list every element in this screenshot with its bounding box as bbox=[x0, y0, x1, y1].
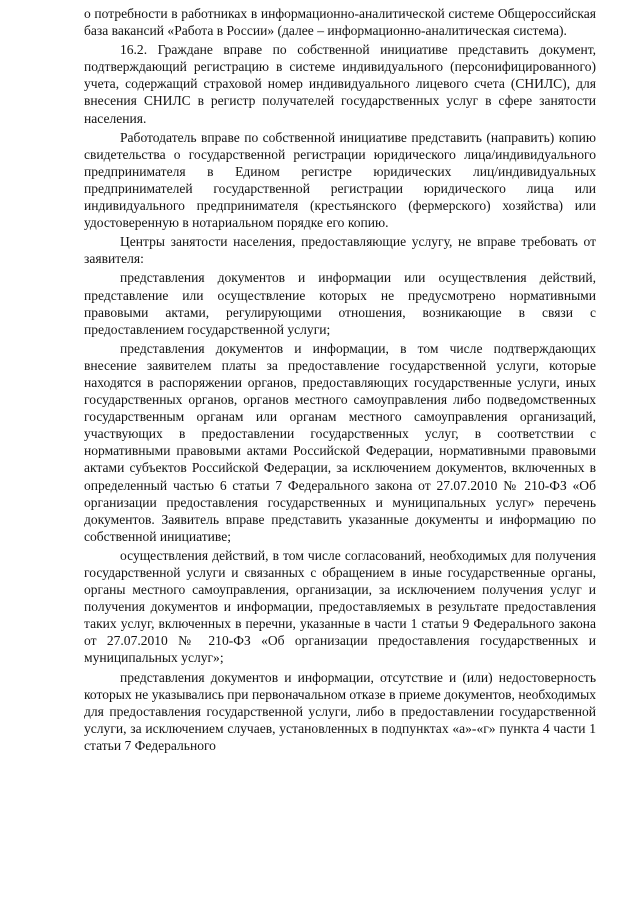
paragraph-4: Центры занятости населения, предоставляющие услугу, не вправе требовать от заявителя: bbox=[84, 234, 596, 267]
paragraph-2: 16.2. Граждане вправе по собственной инициативе представить документ, подтверждающий регистрацию в системе индивидуального (персонифицированного) учета, содержащий страховой номер индивидуального лицевого счета (СНИЛС), для внесения СНИЛС в регистр получателей государственных услуг в сфере занятости населения. bbox=[84, 42, 596, 126]
paragraph-3: Работодатель вправе по собственной инициативе представить (направить) копию свидетельства о государственной регистрации юридического лица/индивидуального предпринимателя в Едином регистре юридических лиц/индивидуальных предпринимателей государственной регистрации юридического лица или индивидуального предпринимателя (крестьянского (фермерского) хозяйства) или удостоверенную в нотариальном порядке его копию. bbox=[84, 129, 596, 231]
paragraph-7: осуществления действий, в том числе согласований, необходимых для получения государственной услуги и связанных с обращением в иные государственные органы, органы местного самоуправления, организации, за исключением получения услуг и получения документов и информации, предоставляемых в результате предоставления таких услуг, включенных в перечни, указанные в части 1 статьи 9 Федерального закона от 27.07.2010 № 210-ФЗ «Об организации предоставления государственных и муниципальных услуг»; bbox=[84, 547, 596, 666]
paragraph-5: представления документов и информации или осуществления действий, представление или осуществление которых не предусмотрено нормативными правовыми актами, регулирующими отношения, возникающие в связи с предоставлением государственной услуги; bbox=[84, 270, 596, 337]
paragraph-1: о потребности в работниках в информационно-аналитической системе Общероссийская база вакансий «Работа в России» (далее – информационно-аналитическая система). bbox=[84, 6, 596, 39]
paragraph-8: представления документов и информации, отсутствие и (или) недостоверность которых не указывались при первоначальном отказе в приеме документов, необходимых для предоставления государственной услуги, либо в предоставлении государственной услуги, за исключением случаев, установленных в подпунктах «а»-«г» пункта 4 части 1 статьи 7 Федерального bbox=[84, 669, 596, 753]
paragraph-6: представления документов и информации, в том числе подтверждающих внесение заявителем платы за предоставление государственной услуги, которые находятся в распоряжении органов, предоставляющих государственные услуги, иных государственных органов, органов местного самоуправления либо подведомственных государственным органам или органам местного самоуправления организаций, участвующих в предоставлении государственных услуг, в соответствии с нормативными правовыми актами Российской Федерации, нормативными правовыми актами субъектов Российской Федерации, за исключением документов, включенных в определенный частью 6 статьи 7 Федерального закона от 27.07.2010 № 210-ФЗ «Об организации предоставления государственных и муниципальных услуг» перечень документов. Заявитель вправе представить указанные документы и информацию по собственной инициативе; bbox=[84, 340, 596, 544]
